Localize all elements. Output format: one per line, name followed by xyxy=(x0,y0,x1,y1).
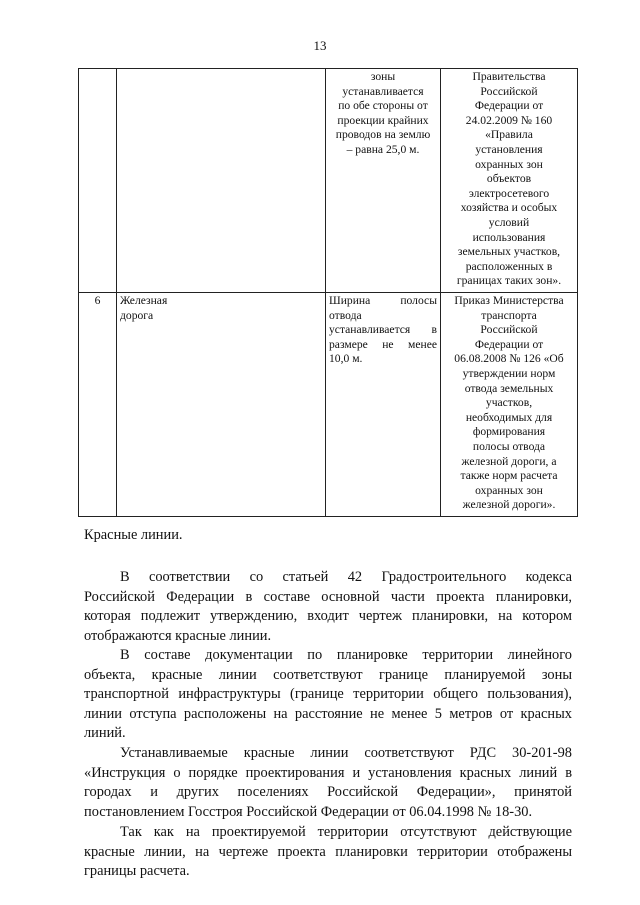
paragraph-line: транспортной инфраструктуры (границе территории общего пользования), xyxy=(84,686,572,702)
legal-basis-line: полосы отвода xyxy=(472,439,546,453)
paragraph-line: отображаются красные линии. xyxy=(84,627,272,644)
paragraph-line: линий. xyxy=(84,725,126,741)
legal-basis-line: 24.02.2009 № 160 xyxy=(465,113,553,127)
legal-basis-line: Правительства xyxy=(472,70,546,83)
legal-basis-line: отвода земельных xyxy=(464,381,554,395)
zone-width-line: по обе стороны от xyxy=(338,99,428,113)
paragraph-line: постановлением Госстроя Российской Федерации от 06.04.1998 № 18-30. xyxy=(84,803,533,820)
zone-width-line: размере не менее xyxy=(329,337,437,351)
row-number-cell xyxy=(79,69,117,293)
zone-width-cell xyxy=(326,293,441,517)
legal-basis-line: железной дороги, а xyxy=(461,454,557,468)
table-row xyxy=(79,69,578,293)
legal-basis-line: формирования xyxy=(472,425,546,439)
paragraph-line: Так как на проектируемой территории отсутствуют действующие xyxy=(120,824,572,840)
zone-width-line: отвода xyxy=(329,308,362,322)
legal-basis-cell xyxy=(441,293,578,517)
legal-basis-line: необходимых для xyxy=(465,410,553,424)
legal-basis-line: объектов xyxy=(486,172,532,186)
paragraph-line: Устанавливаемые красные линии соответствуют РДС 30-201-98 xyxy=(120,745,572,761)
paragraph-line: границы расчета. xyxy=(84,863,190,879)
legal-basis-line: охранных зон xyxy=(475,483,543,497)
paragraph-line: В соответствии со статьей 42 Градостроительного кодекса xyxy=(120,569,572,585)
legal-basis-line: также норм расчета xyxy=(460,469,558,483)
zone-width-line: зоны xyxy=(370,70,396,83)
body-paragraph xyxy=(84,646,572,744)
legal-basis-line: использования xyxy=(472,230,546,244)
paragraph-line: красные линии, на чертеже проекта планировки территории отображены xyxy=(84,843,572,860)
zone-width-line: устанавливается в xyxy=(329,323,437,337)
legal-basis-line: границах таких зон». xyxy=(456,274,562,288)
zone-width-line: – равна 25,0 м. xyxy=(346,142,420,156)
object-name: Железная дорога xyxy=(120,294,168,322)
paragraph-line: объекта, красные линии соответствуют границе планируемой зоны xyxy=(84,666,572,683)
legal-basis-line: охранных зон xyxy=(475,157,543,171)
legal-basis-line: электросетевого xyxy=(468,186,550,200)
legal-basis-line: участков, xyxy=(485,396,533,410)
zone-width-line: проекции крайних xyxy=(337,113,429,127)
body-paragraph xyxy=(84,823,572,882)
object-name-cell xyxy=(117,293,326,517)
legal-basis-line: расположенных в xyxy=(465,259,553,273)
paragraph-line: В составе документации по планировке территории линейного xyxy=(120,647,572,663)
legal-basis-line: утверждении норм xyxy=(462,366,556,380)
paragraph-line: которая подлежит утверждению, входит чертеж планировки, на котором xyxy=(84,608,572,624)
body-heading: Красные линии. xyxy=(84,527,183,543)
object-name-cell xyxy=(117,69,326,293)
paragraph-line: городах и других поселениях Российской Федерации», принятой xyxy=(84,784,572,800)
legal-basis-line: хозяйства и особых xyxy=(460,201,558,215)
page-number: 13 xyxy=(313,38,327,53)
legal-basis-line: Российской xyxy=(480,84,538,98)
zone-width-line: устанавливается xyxy=(342,84,424,98)
legal-basis-line: установления xyxy=(475,142,543,156)
legal-basis-line: «Правила xyxy=(485,128,533,142)
body-paragraph xyxy=(84,744,572,822)
legal-basis-line: Федерации от xyxy=(474,337,544,351)
paragraph-line: Российской Федерации в составе основной части проекта планировки, xyxy=(84,588,572,605)
legal-basis-line: земельных участков, xyxy=(457,245,561,259)
legal-basis-line: условий xyxy=(488,215,530,229)
body-paragraph xyxy=(84,568,572,646)
paragraph-line: «Инструкция о порядке проектирования и установления красных линий в xyxy=(84,764,572,781)
legal-basis-line: железной дороги». xyxy=(462,498,556,512)
legal-basis-line: Федерации от xyxy=(474,99,544,113)
zone-width-line: проводов на землю xyxy=(335,128,431,142)
legal-basis-line: 06.08.2008 № 126 «Об xyxy=(454,352,564,366)
zone-width-cell xyxy=(326,69,441,293)
legal-basis-line: Приказ Министерства xyxy=(454,294,564,307)
legal-basis-line: Российской xyxy=(480,323,538,337)
table-row xyxy=(79,293,578,517)
legal-basis-line: транспорта xyxy=(481,308,537,322)
requirements-table xyxy=(78,68,578,517)
legal-basis-cell xyxy=(441,69,578,293)
zone-width-line: 10,0 м. xyxy=(329,352,363,366)
zone-width-line: Ширина полосы xyxy=(329,294,437,307)
paragraph-line: линии отступа расположены на расстояние не менее 5 метров от красных xyxy=(84,705,572,722)
row-number-cell: 6 xyxy=(79,293,117,517)
